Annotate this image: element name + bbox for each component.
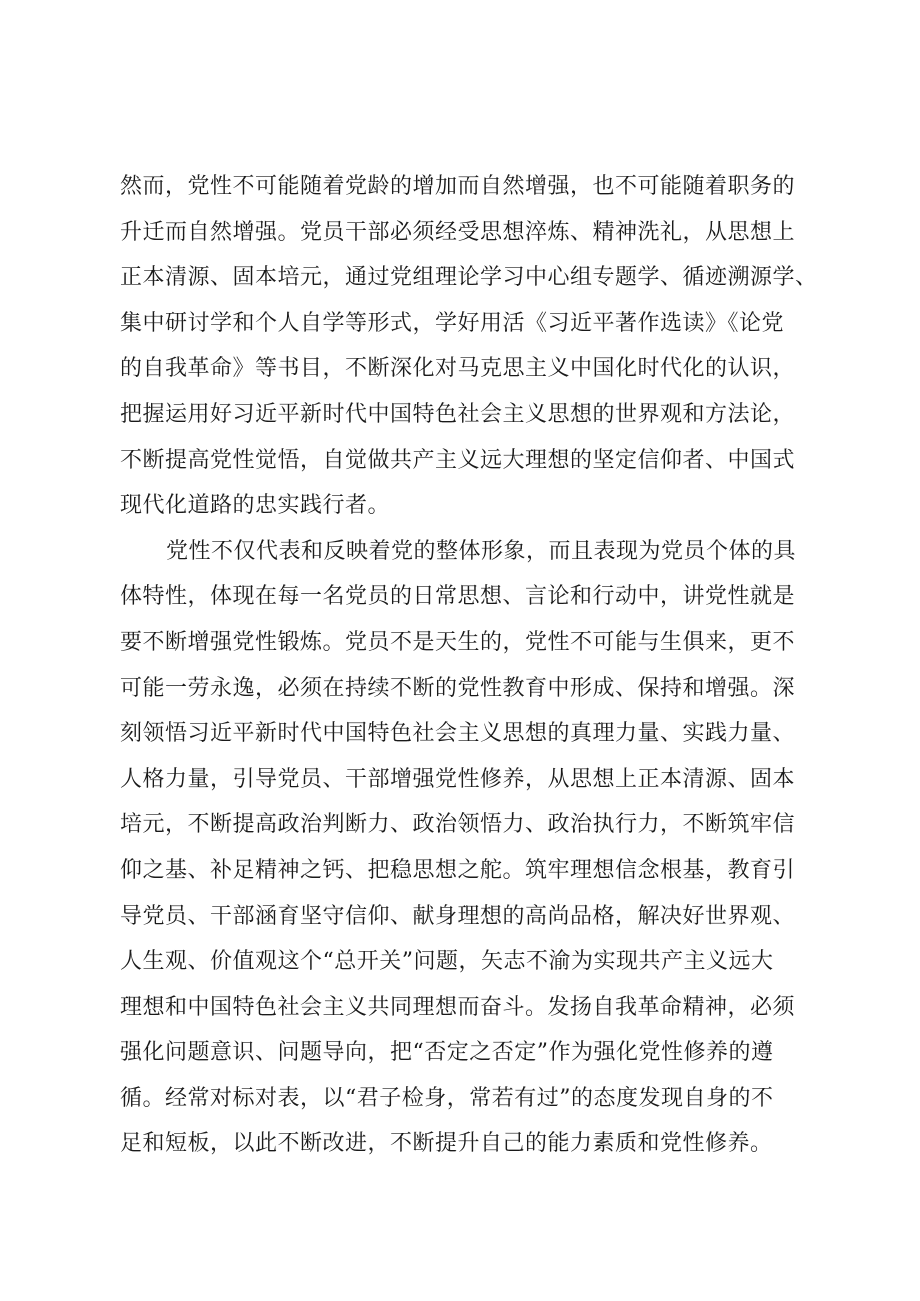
paragraph-line: 的自我革命》等书目，不断深化对马克思主义中国化时代化的认识， bbox=[120, 356, 796, 382]
paragraph-line: 体特性，体现在每一名党员的日常思想、言论和行动中，讲党性就是 bbox=[120, 584, 796, 610]
paragraph-line: 集中研讨学和个人自学等形式，学好用活《习近平著作选读》《论党 bbox=[120, 310, 785, 336]
paragraph-line: 刻领悟习近平新时代中国特色社会主义思想的真理力量、实践力量、 bbox=[120, 721, 796, 747]
paragraph-line: 人格力量，引导党员、干部增强党性修养，从思想上正本清源、固本 bbox=[120, 766, 796, 792]
paragraph-line: 可能一劳永逸，必须在持续不断的党性教育中形成、保持和增强。深 bbox=[120, 675, 796, 701]
document-body bbox=[120, 164, 818, 1167]
paragraph-line: 然而，党性不可能随着党龄的增加而自然增强，也不可能随着职务的 bbox=[120, 174, 796, 199]
paragraph-line: 培元，不断提高政治判断力、政治领悟力、政治执行力，不断筑牢信 bbox=[120, 812, 796, 838]
paragraph-line: 不断提高党性觉悟，自觉做共产主义远大理想的坚定信仰者、中国式 bbox=[120, 447, 796, 473]
paragraph-line: 党性不仅代表和反映着党的整体形象，而且表现为党员个体的具 bbox=[166, 538, 797, 564]
paragraph-line: 强化问题意识、问题导向，把“否定之否定”作为强化党性修养的遵 bbox=[120, 1040, 774, 1066]
paragraph-line: 足和短板，以此不断改进，不断提升自己的能力素质和党性修养。 bbox=[120, 1131, 773, 1157]
paragraph-line: 导党员、干部涵育坚守信仰、献身理想的高尚品格，解决好世界观、 bbox=[120, 903, 796, 929]
paragraph-line: 要不断增强党性锻炼。党员不是天生的，党性不可能与生俱来，更不 bbox=[120, 629, 796, 655]
paragraph-line: 升迁而自然增强。党员干部必须经受思想淬炼、精神洗礼，从思想上 bbox=[120, 219, 796, 245]
paragraph-1 bbox=[120, 164, 818, 529]
paragraph-line: 理想和中国特色社会主义共同理想而奋斗。发扬自我革命精神，必须 bbox=[120, 994, 796, 1020]
paragraph-line: 现代化道路的忠实践行者。 bbox=[120, 493, 391, 519]
paragraph-2 bbox=[120, 529, 810, 1167]
paragraph-line: 循。经常对标对表，以“君子检身，常若有过”的态度发现自身的不 bbox=[120, 1085, 774, 1111]
paragraph-line: 正本清源、固本培元，通过党组理论学习中心组专题学、循迹溯源学、 bbox=[120, 265, 818, 291]
paragraph-line: 把握运用好习近平新时代中国特色社会主义思想的世界观和方法论， bbox=[120, 401, 796, 427]
paragraph-line: 仰之基、补足精神之钙、把稳思想之舵。筑牢理想信念根基，教育引 bbox=[120, 857, 796, 883]
paragraph-line: 人生观、价值观这个“总开关”问题，矢志不渝为实现共产主义远大 bbox=[120, 949, 774, 975]
